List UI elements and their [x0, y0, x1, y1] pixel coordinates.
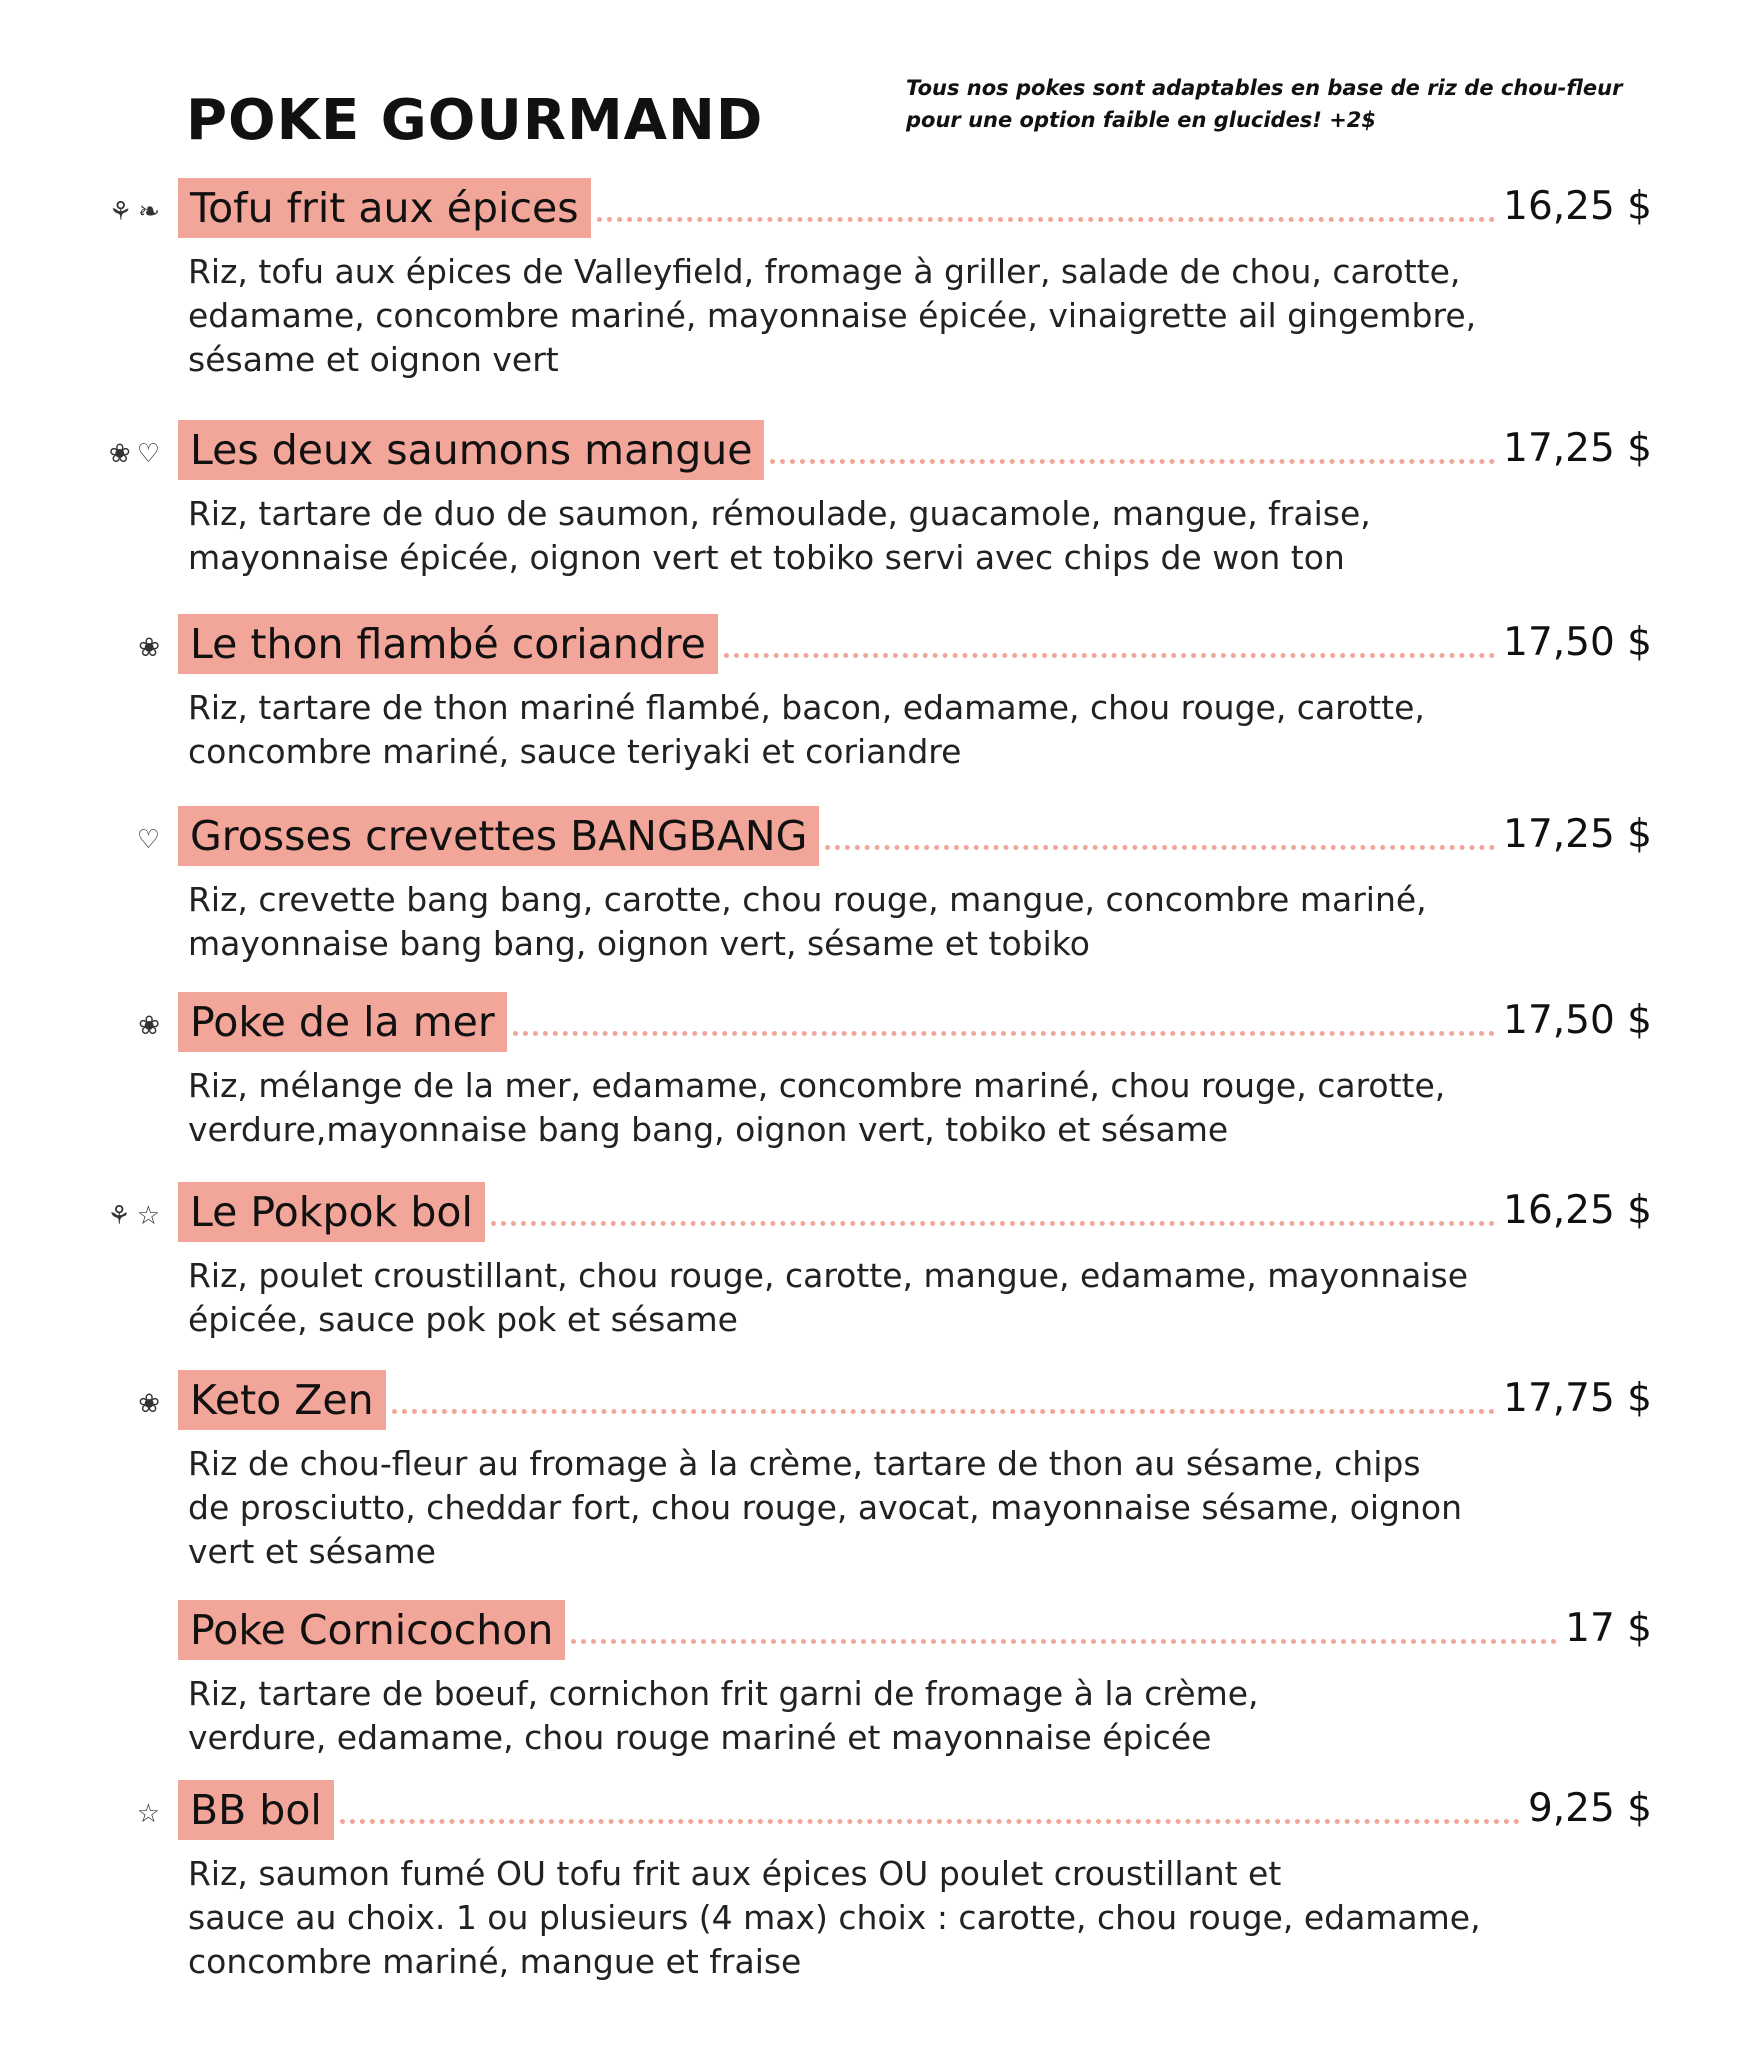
dotted-leader	[340, 1818, 1520, 1824]
heart-icon: ♡	[136, 825, 160, 855]
item-description: Riz, tartare de duo de saumon, rémoulade, guacamole, mangue, fraise, mayonnaise épicée, oignon vert et tobiko servi avec chips de won ton	[188, 494, 1371, 577]
item-name: Keto Zen	[178, 1370, 386, 1430]
item-description: Riz, crevette bang bang, carotte, chou rouge, mangue, concombre mariné, mayonnaise bang bang, oignon vert, sésame et tobiko	[188, 880, 1427, 963]
item-name: Tofu frit aux épices	[178, 178, 591, 238]
spicy-icon: ⚘	[107, 1201, 131, 1231]
item-price: 17,50 $	[1503, 620, 1652, 665]
item-price: 16,25 $	[1503, 184, 1652, 229]
item-name: Poke Cornicochon	[178, 1600, 565, 1660]
dotted-leader	[392, 1408, 1495, 1414]
item-name: Les deux saumons mangue	[178, 420, 764, 480]
dietary-icons	[107, 1196, 160, 1236]
dietary-icons	[138, 628, 160, 668]
dietary-icons	[109, 192, 160, 232]
item-price: 17 $	[1565, 1606, 1652, 1651]
brain-icon: ❀	[138, 1389, 160, 1419]
item-description: Riz, tartare de boeuf, cornichon frit garni de fromage à la crème, verdure, edamame, chou rouge mariné et mayonnaise épicée	[188, 1674, 1259, 1757]
item-description: Riz, tofu aux épices de Valleyfield, fromage à griller, salade de chou, carotte, edamame, concombre mariné, mayonnaise épicée, vinaigrette ail gingembre, sésame et oignon vert	[188, 252, 1477, 379]
spicy-icon: ⚘	[108, 197, 133, 227]
dietary-icons	[109, 434, 160, 474]
star-icon: ☆	[136, 1799, 160, 1829]
item-name: BB bol	[178, 1780, 334, 1840]
item-price: 9,25 $	[1527, 1786, 1652, 1831]
cauliflower-rice-note: Tous nos pokes sont adaptables en base de riz de chou-fleur pour une option faible en glucides! +2$	[906, 76, 1623, 132]
item-description: Riz, poulet croustillant, chou rouge, carotte, mangue, edamame, mayonnaise épicée, sauce pok pok et sésame	[188, 1256, 1469, 1339]
item-name: Le Pokpok bol	[178, 1182, 485, 1242]
item-price: 17,50 $	[1503, 998, 1652, 1043]
item-description: Riz de chou-fleur au fromage à la crème, tartare de thon au sésame, chips de prosciutto, cheddar fort, chou rouge, avocat, mayonnaise sésame, oignon vert et sésame	[188, 1444, 1463, 1571]
page-title: POKE GOURMAND	[186, 88, 764, 153]
item-description: Riz, mélange de la mer, edamame, concombre mariné, chou rouge, carotte, verdure,mayonnaise bang bang, oignon vert, tobiko et sésame	[188, 1066, 1446, 1149]
item-name: Poke de la mer	[178, 992, 507, 1052]
star-icon: ☆	[136, 1201, 160, 1231]
item-name: Le thon flambé coriandre	[178, 614, 718, 674]
item-description: Riz, tartare de thon mariné flambé, bacon, edamame, chou rouge, carotte, concombre mariné, sauce teriyaki et coriandre	[188, 688, 1425, 771]
item-price: 16,25 $	[1503, 1188, 1652, 1233]
dotted-leader	[597, 216, 1495, 222]
brain-icon: ❀	[138, 1011, 160, 1041]
vegetarian-leaf-icon: ❧	[138, 197, 160, 227]
dotted-leader	[825, 844, 1495, 850]
dietary-icons	[137, 1794, 160, 1834]
item-price: 17,75 $	[1503, 1376, 1652, 1421]
dotted-leader	[491, 1220, 1495, 1226]
brain-icon: ❀	[108, 439, 131, 469]
dotted-leader	[513, 1030, 1495, 1036]
heart-icon: ♡	[136, 439, 160, 469]
item-description: Riz, saumon fumé OU tofu frit aux épices OU poulet croustillant et sauce au choix. 1 ou plusieurs (4 max) choix : carotte, chou rouge, edamame, concombre mariné, mangue et fraise	[188, 1854, 1481, 1981]
dotted-leader	[571, 1638, 1557, 1644]
brain-icon: ❀	[138, 633, 160, 663]
item-price: 17,25 $	[1503, 812, 1652, 857]
dietary-icons	[138, 1384, 160, 1424]
dietary-icons	[137, 820, 160, 860]
item-price: 17,25 $	[1503, 426, 1652, 471]
dietary-icons	[138, 1006, 160, 1046]
dotted-leader	[770, 458, 1495, 464]
dotted-leader	[724, 652, 1495, 658]
item-name: Grosses crevettes BANGBANG	[178, 806, 819, 866]
